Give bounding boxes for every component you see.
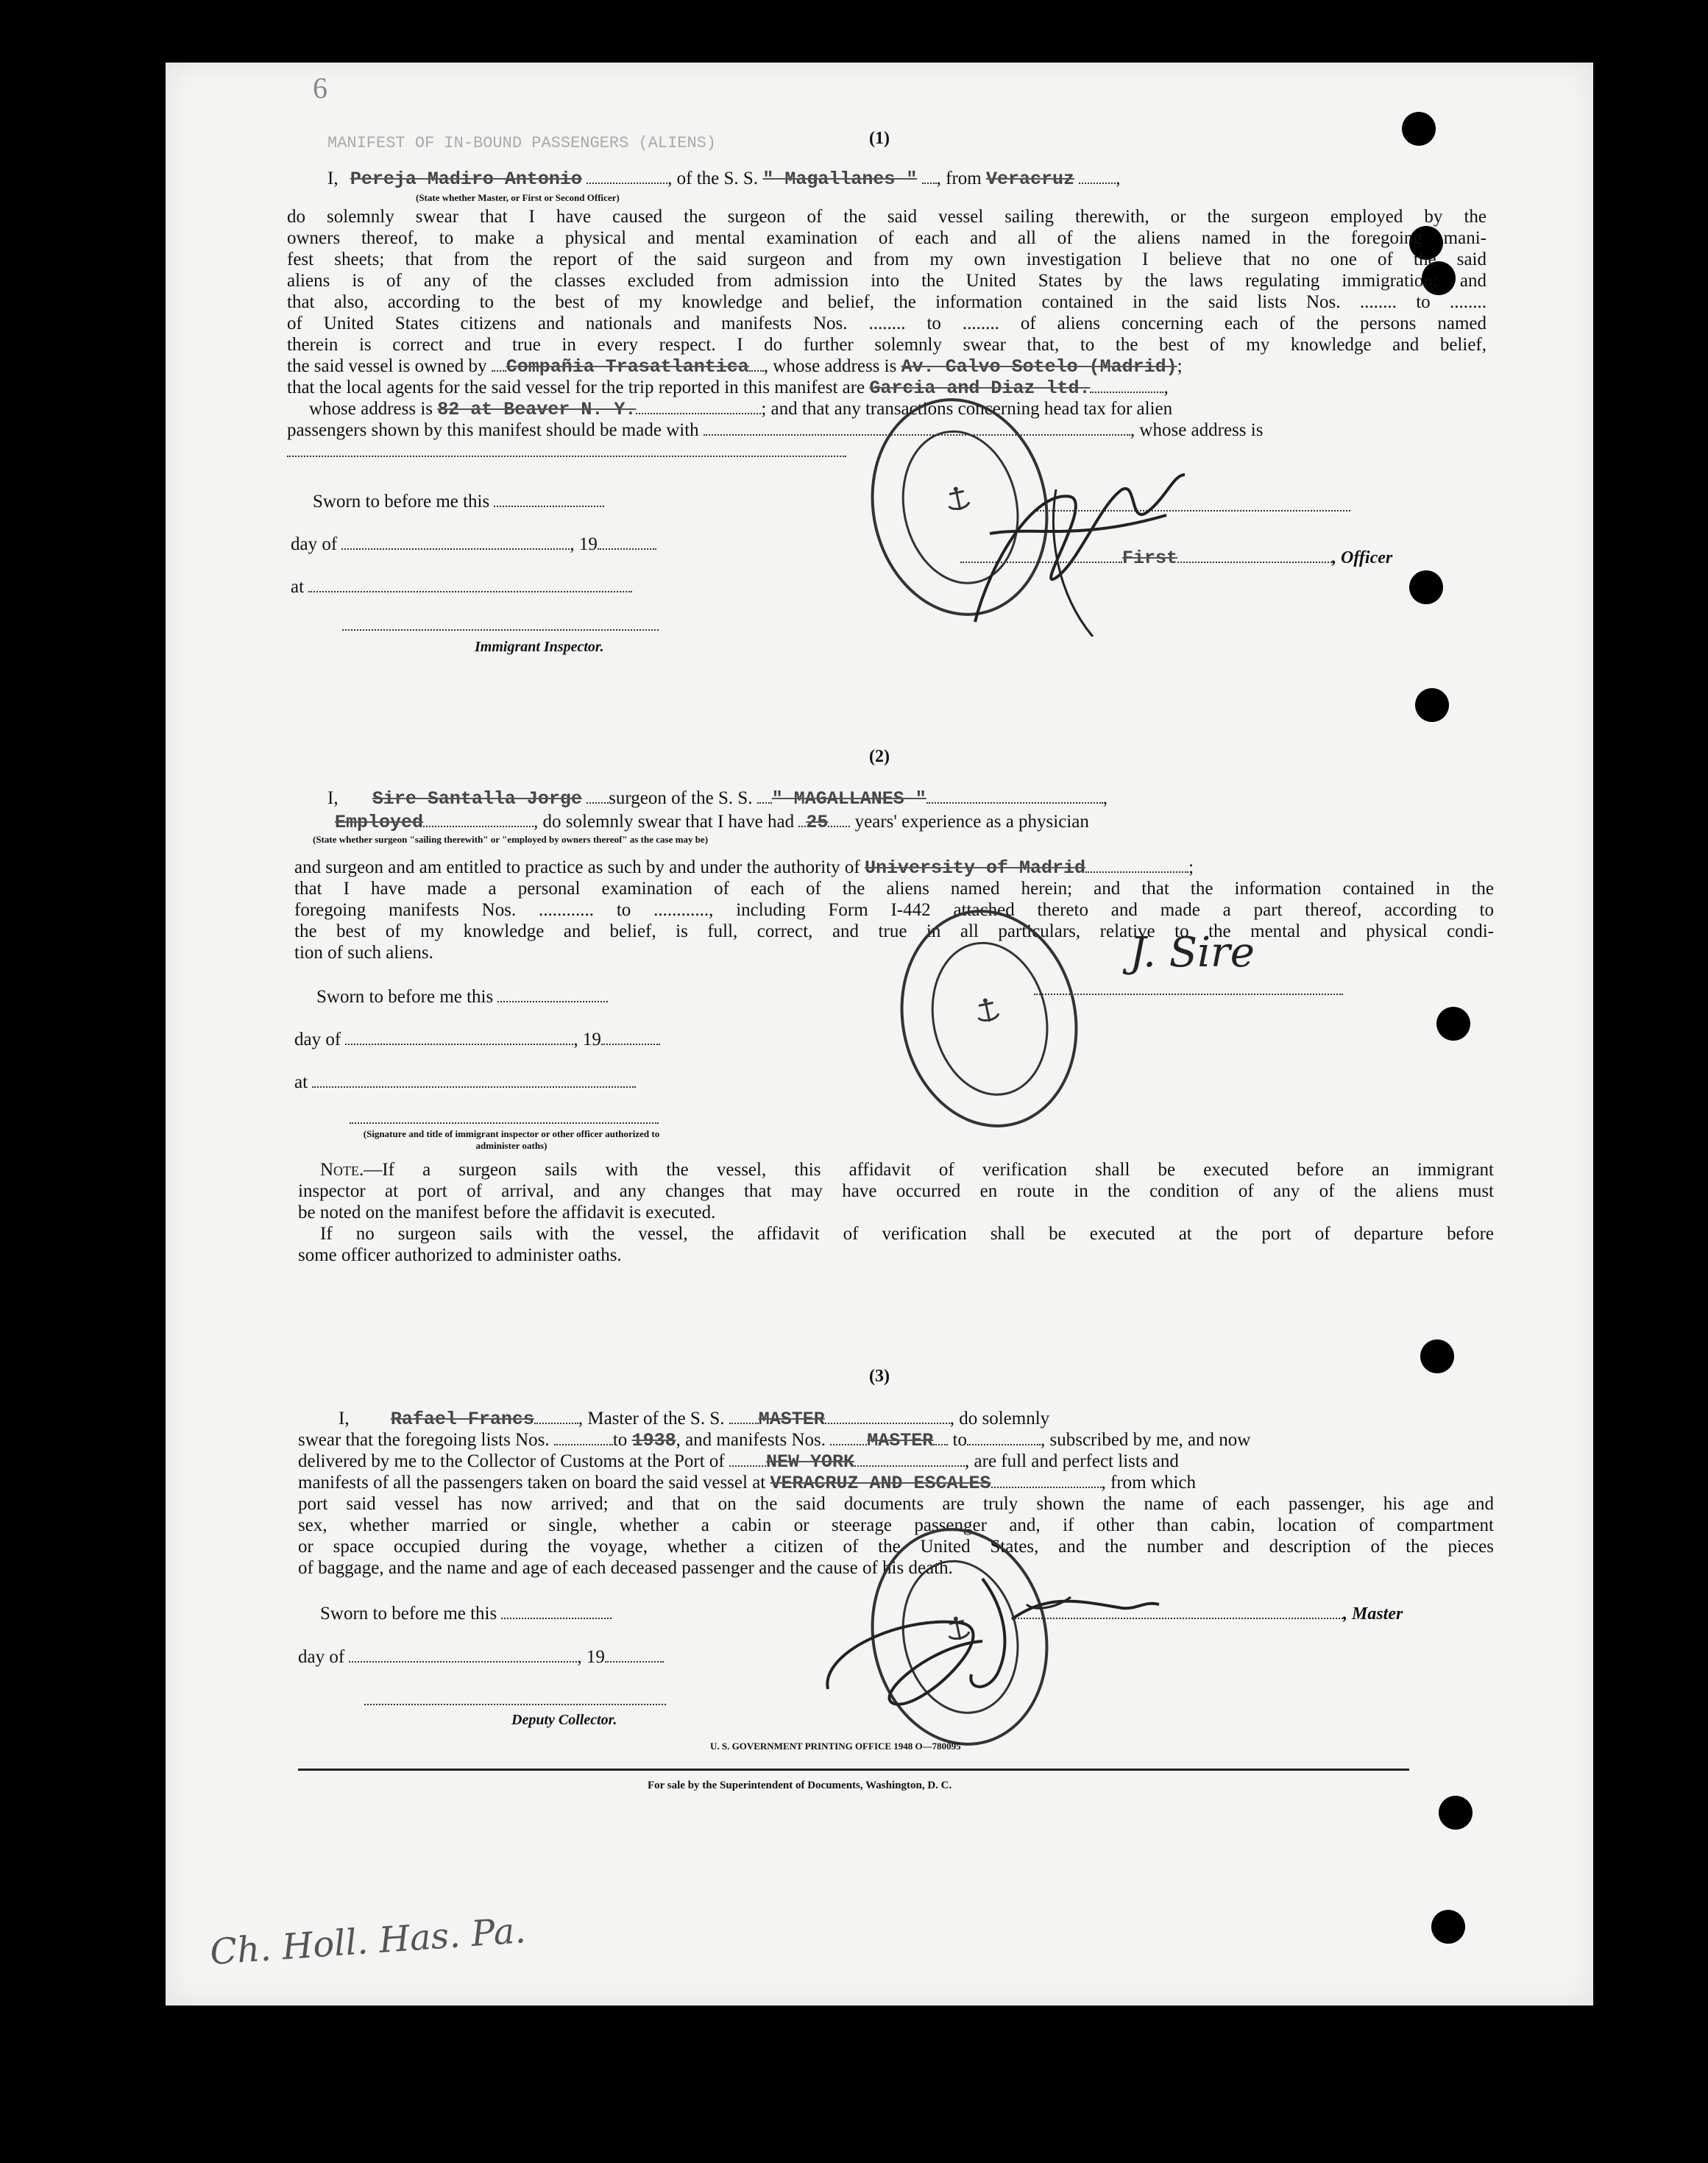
surgeon-employment: Employed: [335, 812, 424, 833]
inspector-caption: Immigrant Inspector.: [475, 639, 604, 655]
s1-body-1: owners thereof, to make a physical and mental examination of each and all of the aliens named in the foregoing mani-: [287, 228, 1486, 248]
s1-owner-line: the said vessel is owned by Compañia Trasatlantica , whose address is Av. Calvo Sotelo (Madrid);: [287, 356, 1183, 378]
s1-inspector-line: [342, 615, 659, 636]
s1-body-3: aliens is of any of the classes excluded from admission into the United States by the laws regulating immigration; and: [287, 271, 1486, 291]
s1-at: at: [291, 576, 632, 598]
surgeon-name: Sire Santalla Jorge: [372, 788, 582, 810]
s3-body-1: sex, whether married or single, whether a cabin or steerage passenger and, if other than cabin, location of compartment: [298, 1515, 1494, 1535]
binder-hole: [1439, 1796, 1473, 1830]
s1-agents-line: that the local agents for the said vessel for the trip reported in this manifest are Garcia and Diaz ltd. ,: [287, 378, 1169, 399]
officer-name: Pereja Madiro Antonio: [350, 169, 582, 190]
s1-agents-address-line: whose address is 82 at Beaver N. Y. ; and that any transactions concerning head tax for alien: [309, 399, 1173, 420]
s1-body-4: that also, according to the best of my knowledge and belief, the information contained in the said lists Nos. ........ to ........: [287, 292, 1486, 312]
corner-mark: 6: [313, 71, 327, 105]
note-line-1: inspector at port of arrival, and any changes that may have occurred en route in the condition of any of the aliens must: [298, 1181, 1494, 1201]
note-line-3: If no surgeon sails with the vessel, the affidavit of verification shall be executed at the port of departure before: [320, 1224, 1494, 1244]
s2-signature: J. Sire: [1130, 929, 1255, 977]
s3-master-line: , Master: [1012, 1603, 1403, 1625]
s3-sworn: Sworn to before me this: [320, 1603, 612, 1624]
binder-hole: [1409, 570, 1443, 604]
s2-officer-line: [350, 1108, 659, 1129]
s2-caption-sig: (Signature and title of immigrant inspector or other officer authorized to administer oaths): [363, 1128, 660, 1151]
s3-line1: I, Rafael Francs , Master of the S. S. MASTER , do solemnly: [339, 1409, 1050, 1430]
owner-address: Av. Calvo Sotelo (Madrid): [901, 356, 1177, 378]
agents: Garcia and Diaz ltd.: [869, 378, 1091, 399]
s2-body-3: tion of such aliens.: [294, 943, 433, 963]
manifest-number: MASTER: [867, 1430, 934, 1451]
ship-name: " Magallanes ": [762, 169, 918, 190]
s2-line1: I, Sire Santalla Jorge surgeon of the S. S. " MAGALLANES " ,: [327, 788, 1108, 810]
surgeon-years: 25: [806, 812, 829, 833]
agents-address: 82 at Beaver N. Y.: [437, 399, 637, 420]
gpo-imprint: U. S. GOVERNMENT PRINTING OFFICE 1948 O—780095: [710, 1741, 961, 1752]
master-signature: [813, 1564, 1196, 1726]
footer-rule: [298, 1769, 1409, 1771]
owner: Compañia Trasatlantica: [506, 356, 749, 378]
s2-line3: and surgeon and am entitled to practice as such by and under the authority of University of Madrid ;: [294, 857, 1194, 879]
officer-rank: First: [1122, 548, 1178, 569]
s1-day-of: day of , 19: [291, 534, 656, 555]
s1-sworn: Sworn to before me this: [313, 491, 604, 512]
surgeon-caption: (State whether surgeon "sailing therewith" or "employed by owners thereof" as the case may be): [313, 834, 709, 845]
list-number: 1938: [631, 1430, 676, 1451]
note-line-4: some officer authorized to administer oaths.: [298, 1245, 622, 1265]
bleed-through-header: MANIFEST OF IN-BOUND PASSENGERS (ALIENS): [327, 134, 717, 152]
s3-line3: delivered by me to the Collector of Customs at the Port of NEW YORK , are full and perfect lists and: [298, 1451, 1179, 1473]
s1-body-5: of United States citizens and nationals and manifests Nos. ........ to ........ of aliens concerning each of the persons named: [287, 314, 1486, 333]
s2-body-0: that I have made a personal examination of each of the aliens named herein; and that the information contained in the: [294, 879, 1494, 899]
departure-ports: VERACRUZ AND ESCALES: [770, 1473, 991, 1494]
manifest-page: [166, 63, 1593, 2006]
surgeon-ship: " MAGALLANES ": [771, 788, 926, 810]
officer-caption: (State whether Master, or First or Second Officer): [416, 192, 620, 203]
s3-body-0: port said vessel has now arrived; and that on the said documents are truly shown the name of each passenger, his age and: [298, 1494, 1494, 1514]
s1-body-6: therein is correct and true in every respect. I do further solemnly swear that, to the best of my knowledge and belief,: [287, 335, 1486, 355]
section-3-number: (3): [869, 1367, 890, 1386]
section-2-number: (2): [869, 747, 890, 766]
s3-day-of: day of , 19: [298, 1646, 664, 1668]
s3-body-3: of baggage, and the name and age of each deceased passenger and the cause of his death.: [298, 1558, 953, 1578]
note-line-0: Note.—If a surgeon sails with the vessel, this affidavit of verification shall be executed before an immigrant: [320, 1160, 1494, 1180]
s3-body-2: or space occupied during the voyage, whether a citizen of the United States, and the number and description of the pieces: [298, 1537, 1494, 1557]
from-port: Veracruz: [985, 169, 1075, 190]
s2-sworn: Sworn to before me this: [316, 986, 608, 1008]
binder-hole: [1415, 688, 1449, 722]
s3-line2: swear that the foregoing lists Nos. to 1938, and manifests Nos. MASTER to , subscribed by me, and now: [298, 1430, 1251, 1451]
s1-body-0: do solemnly swear that I have caused the surgeon of the said vessel sailing therewith, or the surgeon employed by the: [287, 207, 1486, 227]
arrival-port: NEW YORK: [766, 1451, 855, 1473]
surgeon-authority: University of Madrid: [865, 857, 1086, 879]
s3-deputy-line: [364, 1689, 666, 1710]
s2-day-of: day of , 19: [294, 1029, 660, 1050]
s1-i: I,: [327, 169, 339, 188]
for-sale-notice: For sale by the Superintendent of Documents, Washington, D. C.: [648, 1780, 952, 1791]
s2-body-1: foregoing manifests Nos. ............ to ............, including Form I-442 attached thereto and made a part thereof, according to: [294, 900, 1494, 920]
anchor-icon: [970, 994, 1004, 1028]
binder-hole: [1431, 1910, 1465, 1944]
s1-officer-line: First , Officer: [960, 547, 1392, 569]
master-ship: MASTER: [758, 1409, 825, 1430]
s2-body-2: the best of my knowledge and belief, is full, correct, and true in all particulars, relative to the mental and physical condi-: [294, 921, 1494, 941]
officer-signature: [946, 445, 1188, 637]
deputy-caption: Deputy Collector.: [511, 1712, 617, 1728]
section-1-number: (1): [869, 129, 890, 148]
s2-line2: Employed , do solemnly swear that I have had 25 years' experience as a physician: [335, 812, 1089, 833]
s2-sig-line: [1034, 979, 1343, 1000]
binder-hole: [1436, 1007, 1470, 1041]
handwritten-note: Ch. Holl. Has. Pa.: [208, 1910, 528, 1973]
s1-line1: I, Pereja Madiro Antonio , of the S. S. " Magallanes " , from Veracruz ,: [327, 169, 1121, 190]
s1-dots-line: [287, 441, 846, 462]
s1-headtax-line: passengers shown by this manifest should be made with , whose address is: [287, 420, 1264, 440]
note-line-2: be noted on the manifest before the affidavit is executed.: [298, 1203, 716, 1222]
master-name: Rafael Francs: [390, 1409, 534, 1430]
s3-line4: manifests of all the passengers taken on board the said vessel at VERACRUZ AND ESCALES , from which: [298, 1473, 1196, 1494]
s1-body-2: fest sheets; that from the report of the said surgeon and from my own investigation I believe that no one of the said: [287, 249, 1486, 269]
s2-at: at: [294, 1072, 636, 1093]
